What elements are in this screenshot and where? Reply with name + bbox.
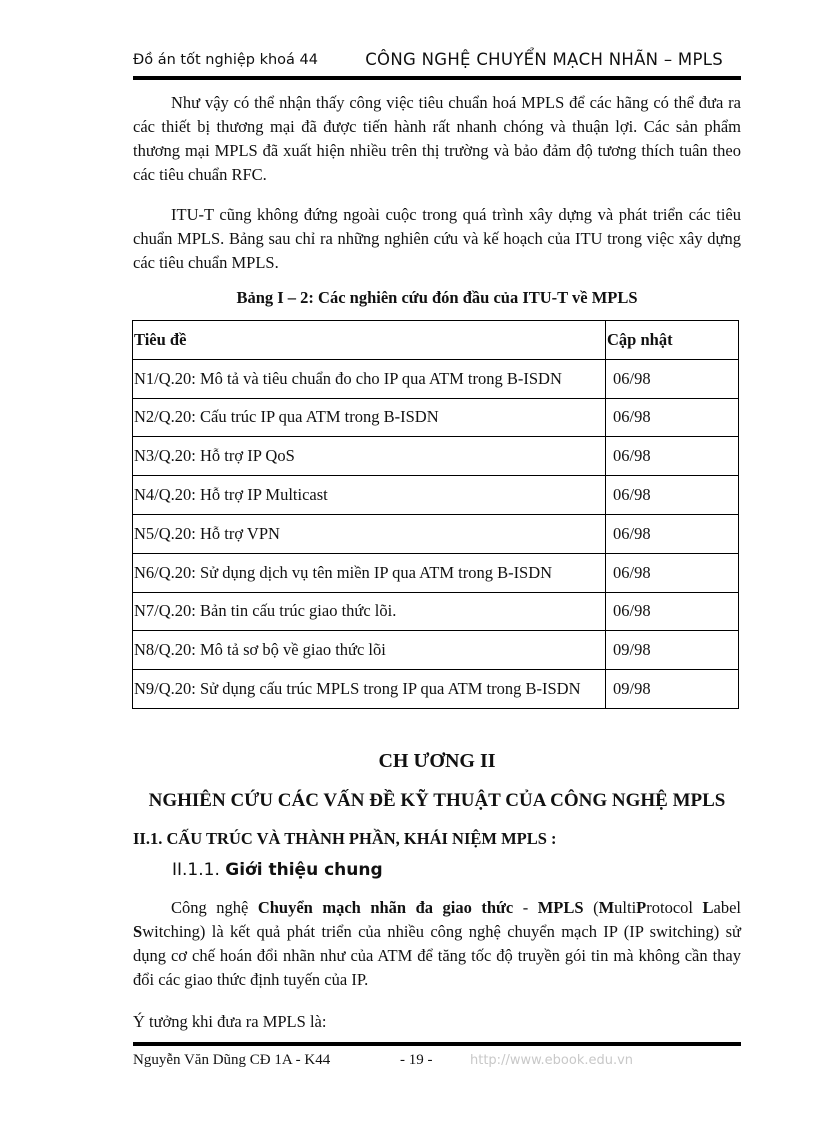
table-row: [133, 592, 739, 631]
row-title: N9/Q.20: Sử dụng cấu trúc MPLS trong IP qua ATM trong B-ISDN: [133, 670, 606, 709]
intro-bold: MPLS: [537, 898, 584, 917]
table-row: [133, 359, 739, 398]
table-caption: Bảng I – 2: Các nghiên cứu đón đầu của ITU-T về MPLS: [236, 288, 638, 307]
footer-rule: [133, 1042, 741, 1046]
header-title: Tiêu đề: [133, 321, 606, 360]
table-row: [133, 398, 739, 437]
itu-table: [132, 320, 739, 709]
page-number: - 19 -: [400, 1052, 433, 1068]
header-left-text: Đồ án tốt nghiệp khoá 44: [133, 52, 319, 68]
table-row: [133, 553, 739, 592]
intro-text: abel: [713, 898, 741, 917]
intro-bold: L: [702, 898, 714, 917]
subsection-heading: [172, 860, 383, 880]
intro-bold: P: [636, 898, 647, 917]
intro-bold: M: [598, 898, 615, 917]
table-row: [133, 514, 739, 553]
header-right-text: CÔNG NGHỆ CHUYỂN MẠCH NHÃN – MPLS: [365, 50, 723, 69]
row-title: N4/Q.20: Hỗ trợ IP Multicast: [133, 476, 606, 515]
paragraph-2-text: ITU-T cũng không đứng ngoài cuộc trong quá trình xây dựng và phát triển các tiêu chuẩn MPLS. Bảng sau chỉ ra những nghiên cứu và kế hoạch của ITU trong việc xây dựng các tiêu chuẩn MPLS.: [133, 205, 741, 272]
row-title: N7/Q.20: Bản tin cấu trúc giao thức lõi.: [133, 592, 606, 631]
intro-paragraph: [133, 896, 741, 992]
chapter-number: CH ƯƠNG II: [378, 750, 496, 772]
row-date: 06/98: [606, 553, 739, 592]
row-title: N6/Q.20: Sử dụng dịch vụ tên miền IP qua ATM trong B-ISDN: [133, 553, 606, 592]
row-date: 06/98: [606, 592, 739, 631]
intro-text: (: [583, 898, 599, 917]
row-date: 06/98: [606, 514, 739, 553]
row-title: N1/Q.20: Mô tả và tiêu chuẩn đo cho IP qua ATM trong B-ISDN: [133, 359, 606, 398]
intro-text: witching) là kết quả phát triển của nhiều công nghệ chuyển mạch IP (IP switching) sử dụng cơ chế hoán đổi nhãn như của ATM để tăng tốc độ truyền gói tin mà không cần thay đổi các giao thức định tuyến của IP.: [133, 922, 741, 989]
idea-text: Ý tưởng khi đưa ra MPLS là:: [133, 1012, 327, 1031]
row-date: 06/98: [606, 476, 739, 515]
intro-text: Công nghệ: [171, 898, 258, 917]
paragraph-1: [133, 91, 741, 187]
table-row: [133, 631, 739, 670]
header-rule: [133, 76, 741, 80]
table-header-row: [133, 321, 739, 360]
row-date: 06/98: [606, 437, 739, 476]
paragraph-2: [133, 203, 741, 275]
paragraph-1-text: Như vậy có thể nhận thấy công việc tiêu chuẩn hoá MPLS để các hãng có thể đưa ra các thiết bị thương mại đã được tiến hành rất nhanh chóng và thuận lợi. Các sản phẩm thương mại MPLS đã xuất hiện nhiều trên thị trường và bảo đảm độ tương thích tuân theo các tiêu chuẩn RFC.: [133, 93, 741, 184]
section-heading: II.1. CẤU TRÚC VÀ THÀNH PHẦN, KHÁI NIỆM MPLS :: [133, 829, 557, 848]
row-title: N2/Q.20: Cấu trúc IP qua ATM trong B-ISDN: [133, 398, 606, 437]
header-date: Cập nhật: [606, 321, 739, 360]
row-date: 09/98: [606, 670, 739, 709]
row-date: 06/98: [606, 359, 739, 398]
subsection-number: II.1.1.: [172, 860, 220, 880]
intro-bold: Chuyển mạch nhãn đa giao thức: [257, 898, 514, 917]
table-row: [133, 476, 739, 515]
footer-website: http://www.ebook.edu.vn: [470, 1053, 634, 1068]
intro-text: ulti: [614, 898, 637, 917]
row-title: N8/Q.20: Mô tả sơ bộ về giao thức lõi: [133, 631, 606, 670]
page-header: [133, 50, 741, 78]
idea-line: [133, 1010, 741, 1034]
intro-text: -: [513, 898, 538, 917]
table-row: [133, 670, 739, 709]
row-title: N5/Q.20: Hỗ trợ VPN: [133, 514, 606, 553]
subsection-title: Giới thiệu chung: [225, 860, 383, 880]
row-title: N3/Q.20: Hỗ trợ IP QoS: [133, 437, 606, 476]
row-date: 09/98: [606, 631, 739, 670]
intro-bold: S: [133, 922, 143, 941]
table-row: [133, 437, 739, 476]
intro-text: rotocol: [646, 898, 703, 917]
row-date: 06/98: [606, 398, 739, 437]
footer-author: Nguyễn Văn Dũng CĐ 1A - K44: [133, 1052, 331, 1068]
chapter-title: NGHIÊN CỨU CÁC VẤN ĐỀ KỸ THUẬT CỦA CÔNG NGHỆ MPLS: [148, 790, 726, 811]
